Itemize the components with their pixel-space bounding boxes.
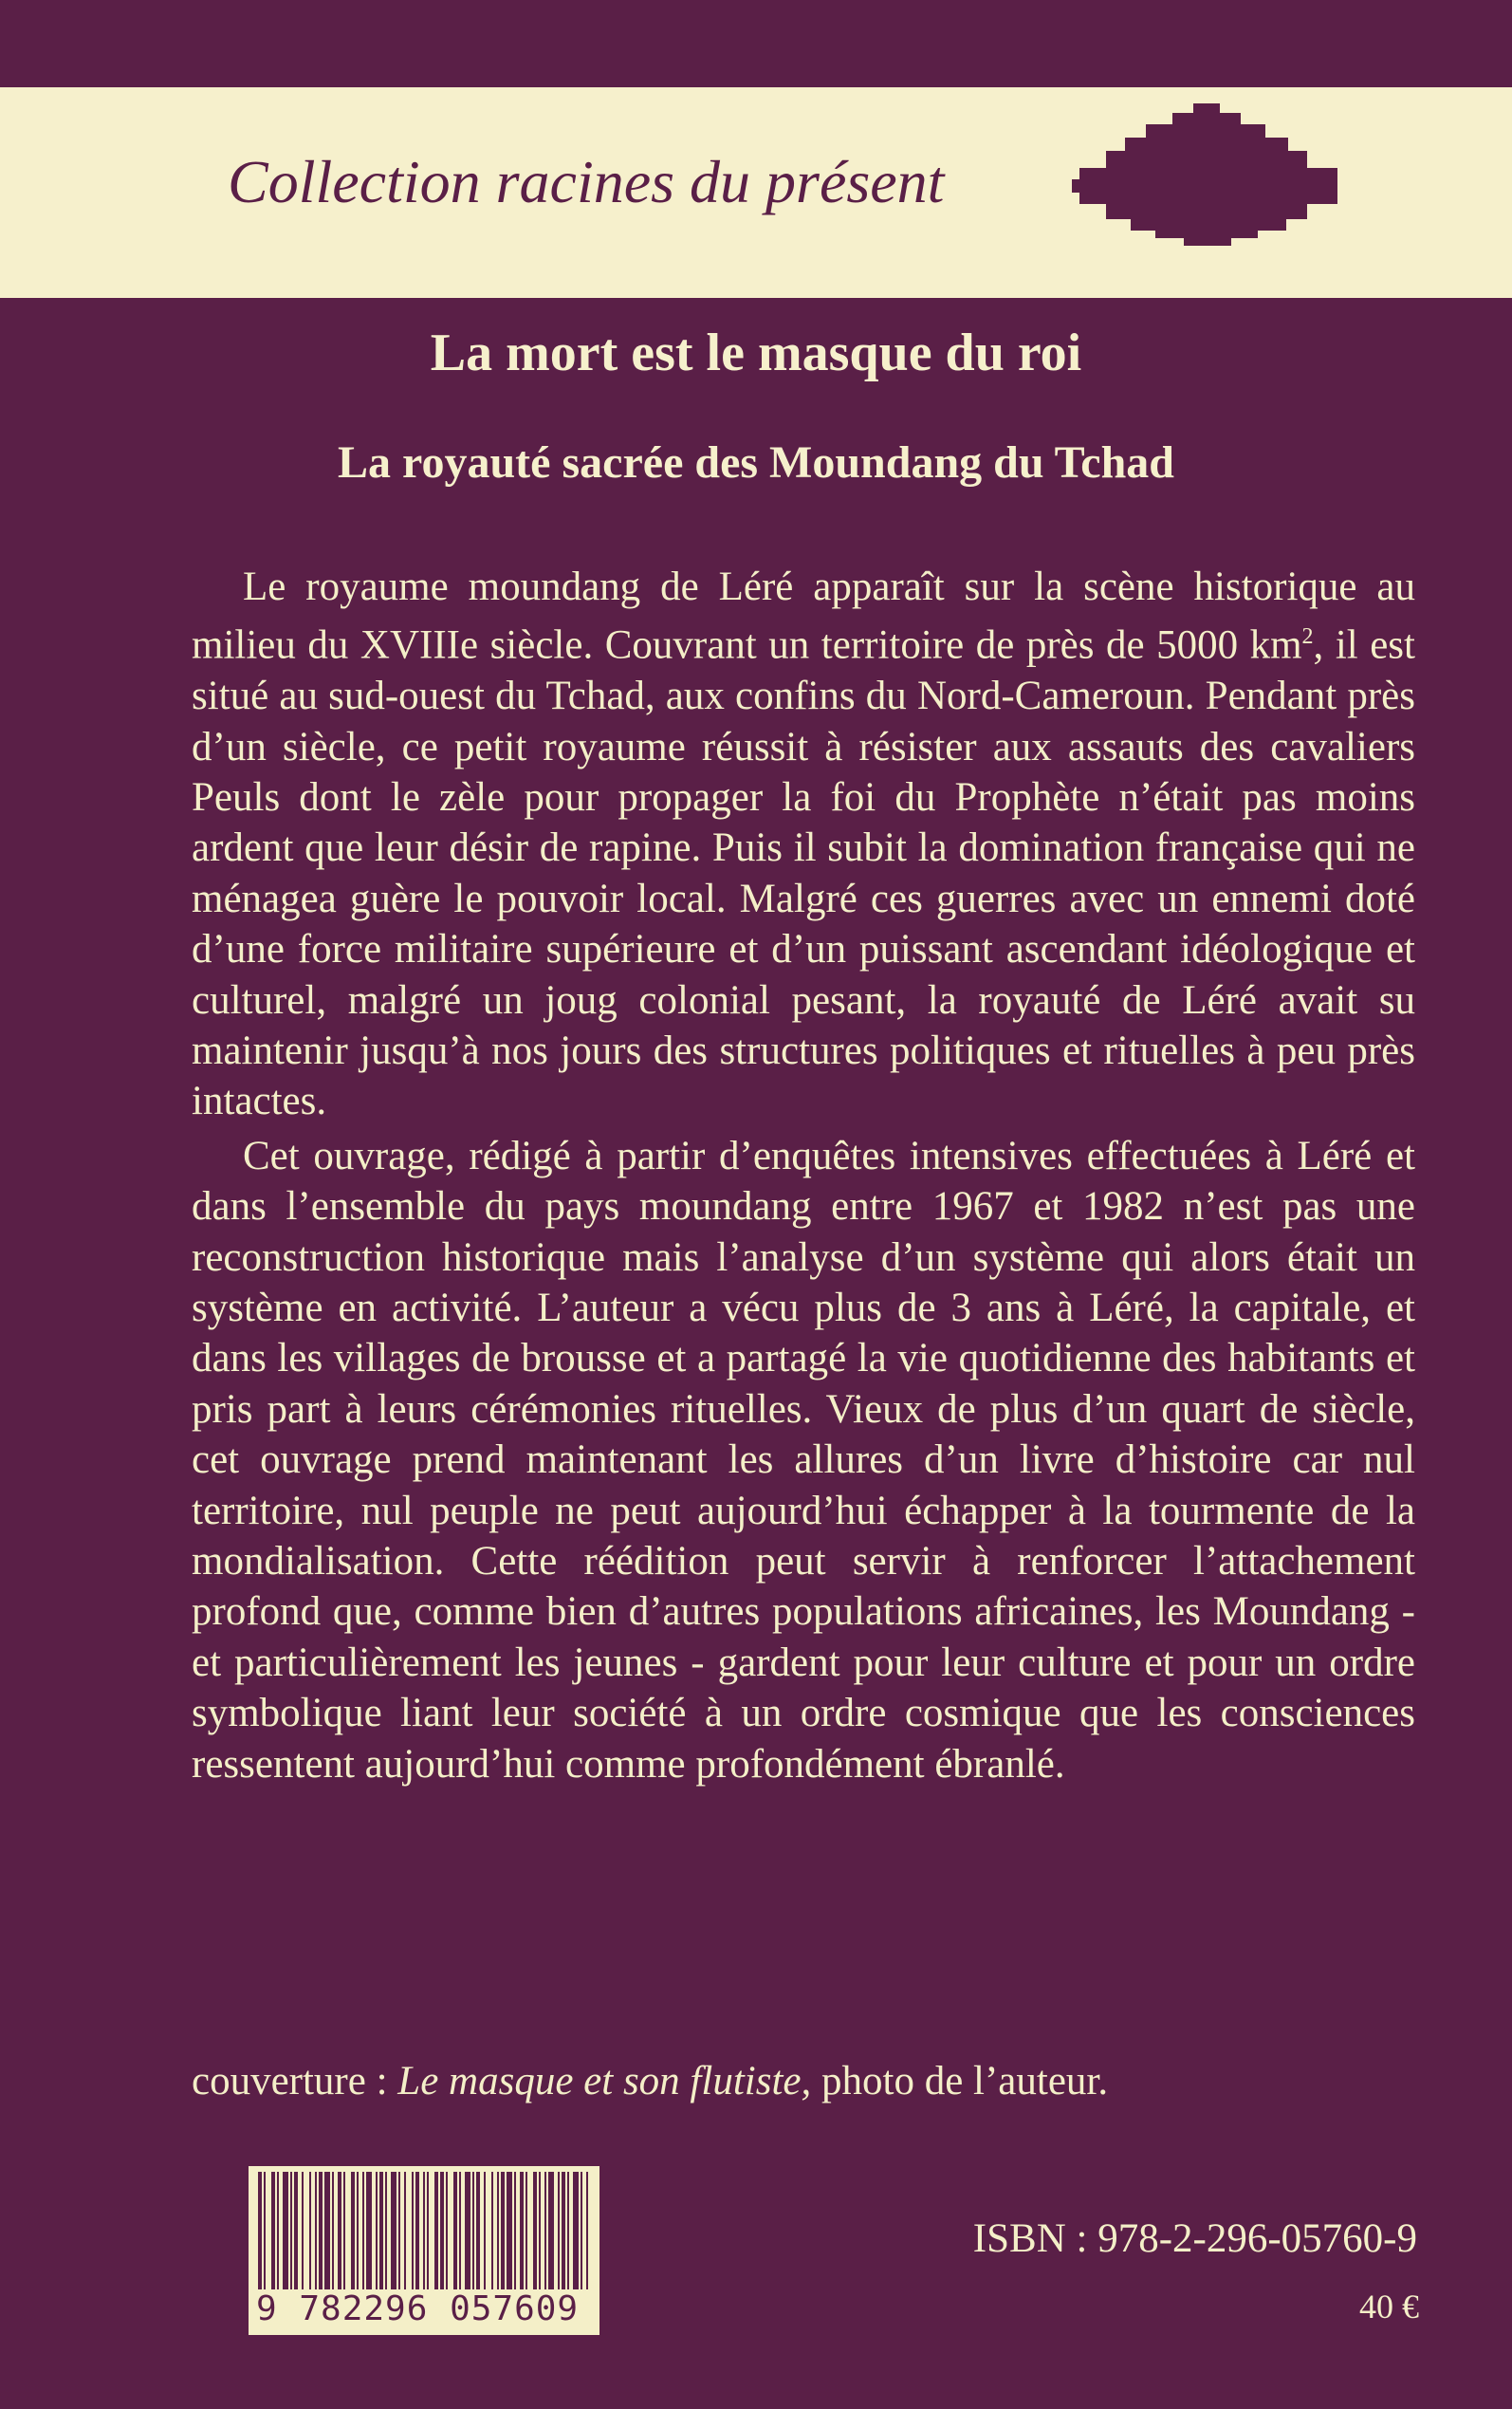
barcode-bar — [332, 2172, 334, 2289]
barcode-bar — [558, 2172, 560, 2289]
book-subtitle: La royauté sacrée des Moundang du Tchad — [338, 437, 1174, 488]
barcode-bar — [526, 2172, 527, 2289]
barcode-bar — [446, 2172, 448, 2289]
barcode-bar — [544, 2172, 546, 2289]
barcode-bar — [264, 2172, 266, 2289]
blurb-paragraph-1-end: , il est situé au sud-ouest du Tchad, aux confins du Nord-Cameroun. Pendant près d’un siècle, ce petit royaume réussit à résister aux assauts des cavaliers Peuls dont le zèle pour propager la foi du Prophète n’était pas moins ardent que leur désir de rapine. Puis il subit la domination française qui ne ménagea guère le pouvoir local. Malgré ces guerres avec un ennemi doté d’une force militaire supérieure et d’un puissant ascendant idéologique et culturel, malgré un joug colonial pesant, la royauté de Léré avait su maintenir jusqu’à nos jours des structures politiques et rituelles à peu près intactes. — [192, 622, 1415, 1124]
barcode-bar — [548, 2172, 554, 2289]
collection-title: Collection racines du présent — [228, 148, 945, 215]
barcode-bar — [290, 2172, 292, 2289]
barcode-bar — [514, 2172, 516, 2289]
credit-work-title: Le masque et son flutiste, — [397, 2059, 812, 2103]
price: 40 € — [1359, 2288, 1419, 2326]
barcode — [249, 2166, 599, 2335]
barcode-bar — [357, 2172, 359, 2289]
barcode-bar — [507, 2172, 512, 2289]
barcode-bar — [415, 2172, 419, 2289]
barcode-bar — [324, 2172, 330, 2289]
barcode-bar — [412, 2172, 414, 2289]
barcode-bar — [539, 2172, 541, 2289]
barcode-bar — [398, 2172, 400, 2289]
barcode-bar — [319, 2172, 323, 2289]
barcode-bar — [391, 2172, 396, 2289]
barcode-bar — [562, 2172, 565, 2289]
blurb-paragraph-1 — [192, 562, 1415, 1127]
barcode-bar — [366, 2172, 372, 2289]
barcode-bar — [533, 2172, 537, 2289]
barcode-bar — [573, 2172, 579, 2289]
barcode-bar — [376, 2172, 378, 2289]
barcode-bar — [491, 2172, 493, 2289]
credit-label: couverture : — [192, 2059, 398, 2103]
barcode-bar — [459, 2172, 461, 2289]
isbn: ISBN : 978-2-296-05760-9 — [972, 2216, 1417, 2261]
barcode-bar — [567, 2172, 569, 2289]
cover-credit — [192, 2057, 1108, 2106]
barcode-bar — [258, 2172, 262, 2289]
blurb-paragraph-2: Cet ouvrage, rédigé à partir d’enquêtes intensives effectuées à Léré et dans l’ensemble du pays moundang entre 1967 et 1982 n’est pas une reconstruction historique mais l’analyse d’un système qui alors était un système en activité. L’auteur a vécu plus de 3 ans à Léré, la capitale, et dans les villages de brousse et a partagé la vie quotidienne des habitants et pris part à leurs cérémonies rituelles. Vieux de plus d’un quart de siècle, cet ouvrage prend maintenant les allures d’un livre d’histoire car nul territoire, nul peuple ne peut aujourd’hui échapper à la tourmente de la mondialisation. Cette réédition peut servir à renforcer l’attachement profond que, comme bien d’autres populations africaines, les Moundang - et particulièrement les jeunes - gardent pour leur culture et pour un ordre symbolique liant leur société à un ordre cosmique que les consciences ressentent aujourd’hui comme profondément ébranlé. — [192, 1133, 1415, 1787]
barcode-bar — [497, 2172, 499, 2289]
barcode-bar — [434, 2172, 438, 2289]
barcode-bar — [309, 2172, 311, 2289]
barcode-bar — [385, 2172, 387, 2289]
barcode-bars — [258, 2172, 590, 2289]
barcode-digits: 9 782296 057609 — [256, 2289, 580, 2328]
barcode-bar — [472, 2172, 474, 2289]
barcode-bar — [427, 2172, 429, 2289]
superscript-2: 2 — [1301, 624, 1314, 650]
barcode-bar — [586, 2172, 588, 2289]
barcode-bar — [465, 2172, 470, 2289]
barcode-bar — [315, 2172, 317, 2289]
book-title: La mort est le masque du roi — [430, 324, 1082, 382]
barcode-bar — [271, 2172, 275, 2289]
barcode-bar — [423, 2172, 425, 2289]
barcode-bar — [379, 2172, 383, 2289]
stepped-pyramid-emblem-icon — [1072, 100, 1337, 251]
barcode-bar — [362, 2172, 364, 2289]
barcode-bar — [520, 2172, 524, 2289]
barcode-bar — [283, 2172, 288, 2289]
barcode-bar — [440, 2172, 444, 2289]
barcode-bar — [302, 2172, 304, 2289]
credit-rest: photo de l’auteur. — [811, 2059, 1109, 2103]
barcode-bar — [453, 2172, 457, 2289]
blurb-text — [192, 562, 1415, 1793]
barcode-bar — [338, 2172, 341, 2289]
blurb-paragraph-1-start: Le royaume moundang de Léré apparaît sur la scène historique au milieu du XVIIIe siècle. Couvrant un territoire de près de 5000 km — [192, 565, 1415, 668]
barcode-bar — [484, 2172, 486, 2289]
barcode-bar — [501, 2172, 505, 2289]
barcode-bar — [404, 2172, 406, 2289]
barcode-bar — [476, 2172, 480, 2289]
barcode-bar — [581, 2172, 582, 2289]
barcode-bar — [294, 2172, 298, 2289]
barcode-bar — [277, 2172, 279, 2289]
barcode-bar — [351, 2172, 355, 2289]
barcode-bar — [343, 2172, 345, 2289]
